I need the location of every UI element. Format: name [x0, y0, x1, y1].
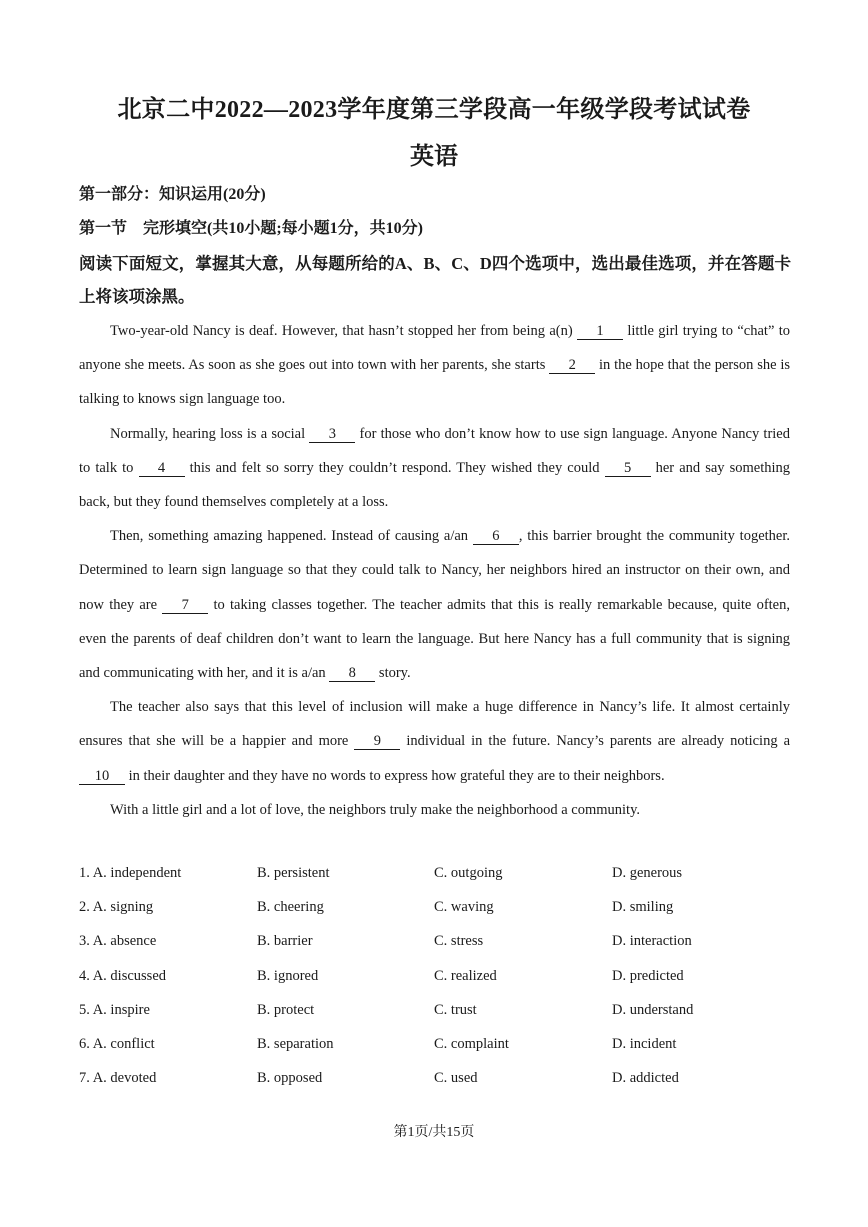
option-a: 7. A. devoted	[79, 1070, 157, 1087]
option-b: B. separation	[257, 1035, 334, 1052]
text-segment: her and say something back, but they found themselves completely at a loss.	[79, 459, 791, 511]
text-segment: for those who don’t know how to use sign language. Anyone Nancy tried to talk to	[79, 425, 790, 476]
option-d: D. addicted	[612, 1070, 679, 1087]
exam-title: 北京二中2022—2023学年度第三学段高一年级学段考试试卷	[117, 97, 751, 123]
paragraph-2	[79, 417, 790, 520]
text-segment: Then, something amazing happened. Instead of causing a/an	[110, 528, 469, 545]
option-d: D. incident	[612, 1035, 677, 1052]
option-a: 6. A. conflict	[79, 1035, 155, 1052]
question-row	[79, 856, 790, 890]
blank-1: 1	[577, 323, 623, 340]
paragraph-1	[79, 314, 790, 417]
option-d: D. smiling	[612, 899, 674, 916]
option-c: C. realized	[434, 967, 497, 984]
paragraph-4	[79, 690, 790, 793]
paragraph-5: With a little girl and a lot of love, the neighbors truly make the neighborhood a community.	[110, 801, 641, 818]
option-c: C. complaint	[434, 1035, 509, 1052]
text-segment: Normally, hearing loss is a social	[110, 425, 306, 442]
question-row	[79, 1027, 790, 1061]
option-d: D. interaction	[612, 933, 692, 950]
option-d: D. predicted	[612, 967, 684, 984]
part-heading: 第一部分：知识运用(20分)	[79, 186, 266, 203]
option-d: D. understand	[612, 1001, 694, 1018]
text-segment: in their daughter and they have no words to express how grateful they are to their neighbors.	[128, 767, 665, 784]
blank-8: 8	[329, 665, 375, 682]
option-c: C. waving	[434, 899, 494, 916]
question-row	[79, 1061, 790, 1095]
text-segment: this and felt so sorry they couldn’t respond. They wished they could	[189, 459, 600, 476]
subject-title: 英语	[410, 144, 458, 170]
text-segment: to taking classes together. The teacher admits that this is really remarkable because, quite often, even the parents of deaf children don’t want to learn the language. But here Nancy has a full community that is signing and communicating with her, and it is a/an	[79, 596, 790, 682]
question-row	[79, 993, 790, 1027]
option-a: 5. A. inspire	[79, 1001, 150, 1018]
question-row	[79, 890, 790, 924]
option-b: B. persistent	[257, 865, 330, 881]
option-a: 3. A. absence	[79, 933, 157, 950]
option-a: 2. A. signing	[79, 899, 154, 916]
question-row	[79, 924, 790, 958]
text-segment: story.	[378, 665, 411, 682]
paragraph-3	[79, 519, 790, 690]
option-b: B. protect	[257, 1001, 315, 1018]
instructions: 阅读下面短文，掌握其大意，从每题所给的A、B、C、D四个选项中，选出最佳选项，并在答题卡上将该项涂黑。	[79, 254, 791, 306]
text-segment: in the hope that the person she is talking to knows sign language too.	[79, 357, 791, 408]
option-a: 4. A. discussed	[79, 967, 166, 984]
text-segment: Two-year-old Nancy is deaf. However, that hasn’t stopped her from being a(n)	[110, 323, 573, 339]
blank-6: 6	[473, 528, 519, 545]
option-b: B. barrier	[257, 933, 313, 950]
text-segment: little girl trying to “chat” to anyone she meets. As soon as she goes out into town with her parents, she starts	[79, 323, 790, 374]
blank-10: 10	[79, 768, 125, 785]
option-b: B. opposed	[257, 1070, 323, 1087]
text-segment: individual in the future. Nancy’s parents are already noticing a	[406, 733, 791, 750]
blank-5: 5	[605, 460, 651, 477]
option-b: B. ignored	[257, 967, 319, 984]
answer-options	[79, 856, 790, 1095]
question-row	[79, 959, 790, 993]
blank-2: 2	[549, 357, 595, 374]
blank-4: 4	[139, 460, 185, 477]
option-c: C. outgoing	[434, 865, 503, 881]
option-d: D. generous	[612, 865, 683, 881]
option-c: C. stress	[434, 933, 484, 950]
text-segment: , this barrier brought the community together. Determined to learn sign language so that they could talk to Nancy, her neighbors hired an instructor on their own, and now they are	[79, 528, 790, 613]
subsection-heading: 第一节 完形填空(共10小题;每小题1分，共10分)	[79, 220, 423, 237]
blank-9: 9	[354, 733, 400, 750]
text-segment: The teacher also says that this level of inclusion will make a huge difference in Nancy’s life. It almost certainly ensures that she will be a happier and more	[79, 699, 790, 750]
blank-3: 3	[309, 426, 355, 443]
blank-7: 7	[162, 597, 208, 614]
option-c: C. trust	[434, 1001, 477, 1018]
option-b: B. cheering	[257, 899, 324, 916]
cloze-passage	[79, 314, 790, 827]
page-number: 第1页/共15页	[393, 1125, 475, 1140]
option-c: C. used	[434, 1070, 478, 1087]
option-a: 1. A. independent	[79, 865, 182, 881]
